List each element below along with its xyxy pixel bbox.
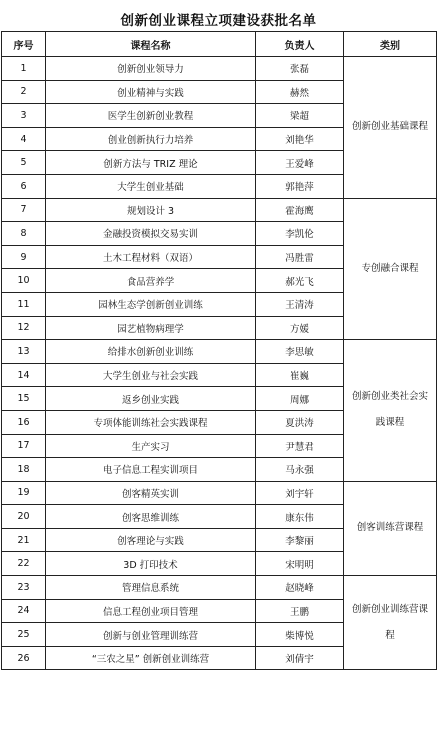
course-name: 大学生创业基础 <box>46 174 256 198</box>
category-cell: 专创融合课程 <box>344 198 437 340</box>
table-header-row <box>2 32 437 57</box>
row-number: 24 <box>2 599 46 623</box>
course-name: 创新创业领导力 <box>46 57 256 81</box>
course-name: 专项体能训练社会实践课程 <box>46 410 256 434</box>
row-number: 26 <box>2 646 46 670</box>
row-number: 5 <box>2 151 46 175</box>
course-name: 医学生创新创业教程 <box>46 104 256 128</box>
row-number: 3 <box>2 104 46 128</box>
course-name: 给排水创新创业训练 <box>46 340 256 364</box>
course-lead: 宋明明 <box>256 552 344 576</box>
course-name: 规划设计 3 <box>46 198 256 222</box>
course-lead: 康东伟 <box>256 505 344 529</box>
course-name: 创业创新执行力培养 <box>46 127 256 151</box>
course-lead: 尹慧君 <box>256 434 344 458</box>
category-cell: 创新创业基础课程 <box>344 57 437 199</box>
row-number: 4 <box>2 127 46 151</box>
header-lead: 负责人 <box>256 32 344 57</box>
row-number: 1 <box>2 57 46 81</box>
header-category: 类别 <box>344 32 437 57</box>
course-name: 金融投资模拟交易实训 <box>46 222 256 246</box>
category-cell: 创新创业训练营课程 <box>344 576 437 670</box>
course-name: 创客理论与实践 <box>46 528 256 552</box>
course-name: “三农之星” 创新创业训练营 <box>46 646 256 670</box>
course-name: 创客思维训练 <box>46 505 256 529</box>
course-name: 创客精英实训 <box>46 481 256 505</box>
course-lead: 郭艳萍 <box>256 174 344 198</box>
course-lead: 王爱峰 <box>256 151 344 175</box>
row-number: 18 <box>2 458 46 482</box>
row-number: 25 <box>2 623 46 647</box>
table-body <box>2 57 437 670</box>
row-number: 14 <box>2 363 46 387</box>
course-lead: 刘艳华 <box>256 127 344 151</box>
course-lead: 夏洪涛 <box>256 410 344 434</box>
row-number: 12 <box>2 316 46 340</box>
course-name: 管理信息系统 <box>46 576 256 600</box>
row-number: 11 <box>2 292 46 316</box>
course-lead: 梁超 <box>256 104 344 128</box>
table-row <box>2 481 437 505</box>
row-number: 6 <box>2 174 46 198</box>
row-number: 15 <box>2 387 46 411</box>
course-name: 创业精神与实践 <box>46 80 256 104</box>
course-lead: 方媛 <box>256 316 344 340</box>
course-lead: 李思敏 <box>256 340 344 364</box>
table-row <box>2 198 437 222</box>
header-course: 课程名称 <box>46 32 256 57</box>
course-lead: 王鹏 <box>256 599 344 623</box>
approval-table <box>1 31 437 670</box>
course-lead: 张磊 <box>256 57 344 81</box>
row-number: 9 <box>2 245 46 269</box>
row-number: 7 <box>2 198 46 222</box>
row-number: 19 <box>2 481 46 505</box>
course-lead: 刘倩宇 <box>256 646 344 670</box>
row-number: 8 <box>2 222 46 246</box>
row-number: 13 <box>2 340 46 364</box>
course-lead: 王清涛 <box>256 292 344 316</box>
row-number: 20 <box>2 505 46 529</box>
course-lead: 赵晓峰 <box>256 576 344 600</box>
row-number: 22 <box>2 552 46 576</box>
row-number: 10 <box>2 269 46 293</box>
course-name: 食品营养学 <box>46 269 256 293</box>
course-name: 大学生创业与社会实践 <box>46 363 256 387</box>
course-lead: 柴博悦 <box>256 623 344 647</box>
course-lead: 李凯伦 <box>256 222 344 246</box>
page-title: 创新创业课程立项建设获批名单 <box>120 13 317 29</box>
table-row <box>2 57 437 81</box>
table-row <box>2 576 437 600</box>
course-name: 土木工程材料（双语） <box>46 245 256 269</box>
row-number: 2 <box>2 80 46 104</box>
course-name: 电子信息工程实训项目 <box>46 458 256 482</box>
header-no: 序号 <box>2 32 46 57</box>
row-number: 21 <box>2 528 46 552</box>
category-cell: 创新创业类社会实践课程 <box>344 340 437 482</box>
course-name: 生产实习 <box>46 434 256 458</box>
course-name: 园艺植物病理学 <box>46 316 256 340</box>
course-lead: 冯胜雷 <box>256 245 344 269</box>
course-lead: 郝光飞 <box>256 269 344 293</box>
course-name: 信息工程创业项目管理 <box>46 599 256 623</box>
course-lead: 刘宇轩 <box>256 481 344 505</box>
course-name: 创新方法与 TRIZ 理论 <box>46 151 256 175</box>
table-row <box>2 340 437 364</box>
course-name: 返乡创业实践 <box>46 387 256 411</box>
row-number: 23 <box>2 576 46 600</box>
course-name: 3D 打印技术 <box>46 552 256 576</box>
course-name: 园林生态学创新创业训练 <box>46 292 256 316</box>
course-lead: 李黎丽 <box>256 528 344 552</box>
course-lead: 马永强 <box>256 458 344 482</box>
course-lead: 赫然 <box>256 80 344 104</box>
course-lead: 崔巍 <box>256 363 344 387</box>
row-number: 16 <box>2 410 46 434</box>
course-lead: 霍海鹰 <box>256 198 344 222</box>
category-cell: 创客训练营课程 <box>344 481 437 575</box>
row-number: 17 <box>2 434 46 458</box>
course-lead: 周娜 <box>256 387 344 411</box>
course-name: 创新与创业管理训练营 <box>46 623 256 647</box>
